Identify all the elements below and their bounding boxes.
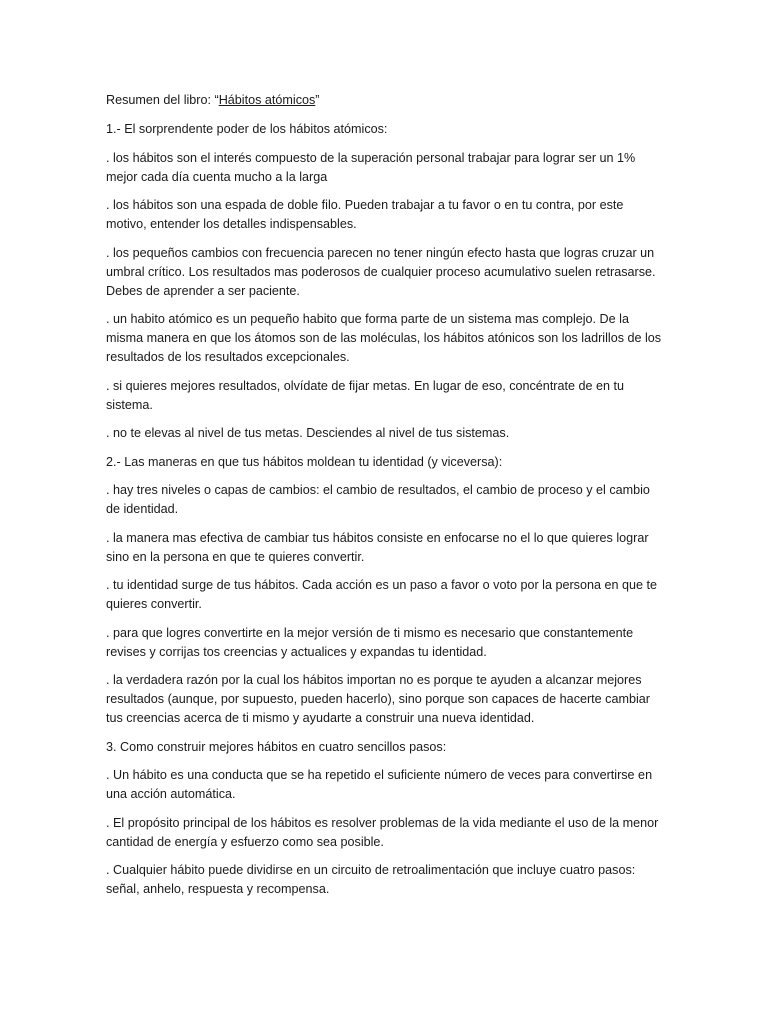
paragraph: . si quieres mejores resultados, olvídate de fijar metas. En lugar de eso, concéntrate de en tu sistema. (106, 378, 625, 412)
paragraph: . los pequeños cambios con frecuencia parecen no tener ningún efecto hasta que logras cruzar un umbral crítico. Los resultados mas poderosos de cualquier proceso acumulativo suelen retrasarse. Debes de aprender a ser paciente. (106, 245, 656, 298)
paragraph: . tu identidad surge de tus hábitos. Cada acción es un paso a favor o voto por la persona en que te quieres convertir. (106, 578, 657, 611)
paragraph: . hay tres niveles o capas de cambios: el cambio de resultados, el cambio de proceso y el cambio de identidad. (106, 483, 650, 516)
section-heading-3: 3. Como construir mejores hábitos en cuatro sencillos pasos: (106, 739, 447, 754)
paragraph: . El propósito principal de los hábitos es resolver problemas de la vida mediante el uso de la menor cantidad de energía y esfuerzo como sea posible. (106, 815, 659, 849)
paragraph: . la verdadera razón por la cual los hábitos importan no es porque te ayuden a alcanzar mejores resultados (aunque, por supuesto, pueden hacerlo), sino porque son capaces de hacerte cambiar tus creencias acerca de ti mismo y ayudarte a construir una nueva identidad. (106, 673, 650, 725)
book-title: Hábitos atómicos (218, 93, 316, 107)
paragraph: . los hábitos son una espada de doble filo. Pueden trabajar a tu favor o en tu contra, por este motivo, entender los detalles indispensables. (106, 198, 624, 231)
paragraph: . un habito atómico es un pequeño habito que forma parte de un sistema mas complejo. De la misma manera en que los átomos son de las moléculas, los hábitos atónicos son los ladrillos de los resultados de los resultados excepcionales. (106, 312, 662, 364)
section-heading-1: 1.- El sorprendente poder de los hábitos atómicos: (106, 122, 388, 136)
paragraph: . para que logres convertirte en la mejor versión de ti mismo es necesario que constantemente revises y corrijas tos creencias y actualices y expandas tu identidad. (106, 625, 634, 659)
paragraph: . la manera mas efectiva de cambiar tus hábitos consiste en enfocarse no el lo que quieres lograr sino en la persona en que te quieres convertir. (106, 530, 649, 564)
paragraph: . Un hábito es una conducta que se ha repetido el suficiente número de veces para convertirse en una acción automática. (106, 768, 653, 801)
paragraph: . no te elevas al nivel de tus metas. Desciendes al nivel de tus sistemas. (106, 426, 510, 440)
section-heading-2: 2.- Las maneras en que tus hábitos moldean tu identidad (y viceversa): (106, 454, 503, 469)
document-page (106, 91, 666, 909)
paragraph: . Cualquier hábito puede dividirse en un circuito de retroalimentación que incluye cuatro pasos: señal, anhelo, respuesta y recompensa. (106, 863, 636, 896)
title-suffix: ” (315, 93, 320, 107)
title-prefix: Resumen del libro: “ (106, 93, 219, 107)
paragraph: . los hábitos son el interés compuesto de la superación personal trabajar para lograr ser un 1% mejor cada día cuenta mucho a la larga (106, 150, 636, 184)
document-title (106, 91, 666, 110)
